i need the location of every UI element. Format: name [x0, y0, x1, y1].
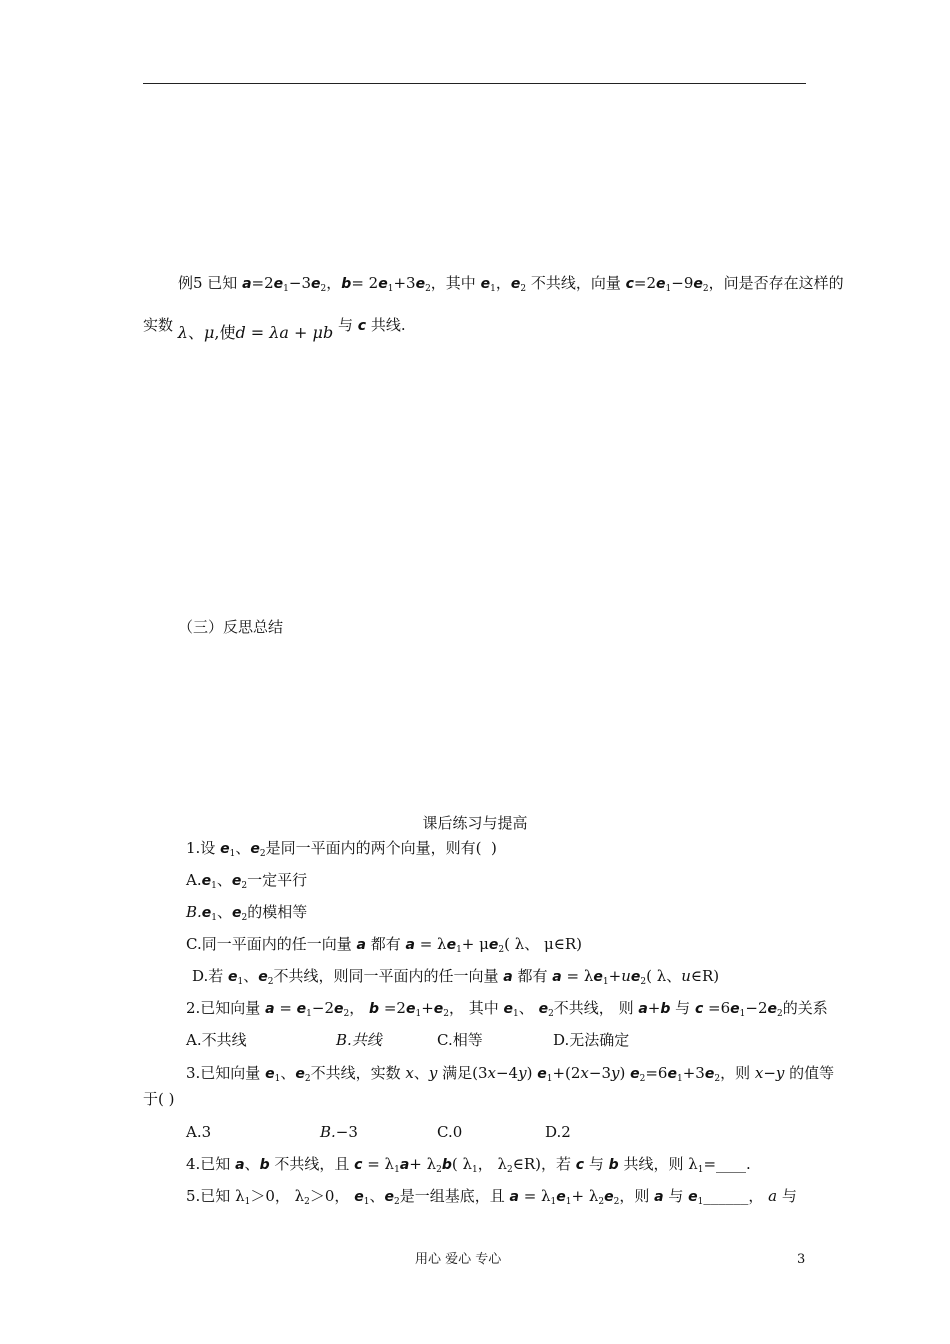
q3-stem: 3.已知向量 $e_1$、$e_2$不共线，实数 x、y 满足(3x−4y) $e_1+(2x-3y)$ $e_2=6e_1+3e_2$，则 x−y 的值等	[186, 1064, 835, 1084]
q2-stem: 2.已知向量 $a = e_1-2e_2$， $b =2e_1+e_2$， 其中 $e_1$、 $e_2$不共线， 则 a+b 与 $c =6e_1-2e_2$的关系	[186, 999, 828, 1019]
q3-option-d: D.2	[545, 1123, 571, 1141]
example5-question-end: ，问是否存在这样的	[708, 274, 844, 292]
q1-stem: 1.设 $e_1$、$e_2$是同一平面内的两个向量，则有( )	[186, 839, 497, 859]
q1-option-c: C.同一平面内的任一向量 a 都有 $a = \lambda e_1+ \mu e_2$( λ、 μ∈R)	[186, 935, 583, 955]
example5-b-def: = $2e_1+3e_2$	[351, 274, 431, 294]
example5-a-def: $=2e_1-3e_2$	[251, 274, 327, 294]
q1-option-a: $A.e_1$、$e_2$一定平行	[186, 871, 308, 891]
q3-stem-cont: 于( )	[143, 1090, 175, 1108]
example5-label: 例5 已知	[178, 274, 238, 292]
q2-option-b: B.共线	[336, 1031, 382, 1049]
practice-title: 课后练习与提高	[422, 814, 528, 832]
example5-line2	[143, 315, 406, 342]
header-rule	[143, 83, 806, 84]
example5-formula: λ、μ,使d = λa + μb	[177, 323, 334, 342]
q2-option-c: C.相等	[437, 1031, 483, 1049]
q4: 4.已知 a、b 不共线，且 $c = \lambda_1a+ \lambda_2b$( $\lambda_1$， $\lambda_2\in R$)，若 c 与 b 共线，则 $\lambda_1=\_\_\_\_$.	[186, 1155, 751, 1175]
q3-option-c: C.0	[437, 1123, 463, 1141]
q5: 5.已知 $\lambda_1>0$， $\lambda_2>0$， $e_1$、$e_2$是一组基底，且 $a = \lambda_1e_1+ \lambda_2e_2$，则 a 与 $e_1\_\_\_\_\_\_$， a 与	[186, 1187, 797, 1207]
example5-line1: 例5 已知 $a=2e_1-3e_2$，$b= 2e_1+3e_2$，其中 $e_1$，$e_2$ 不共线，向量 $c=2e_1-9e_2$，问是否存在这样的	[178, 274, 844, 294]
footer-text: 用心 爱心 专心	[415, 1252, 502, 1267]
page-number: 3	[797, 1252, 806, 1267]
q3-option-b: B.−3	[320, 1123, 358, 1141]
section-title-reflection: （三）反思总结	[178, 618, 284, 636]
q1-option-b: $B.e_1$、$e_2$的模相等	[186, 903, 308, 923]
q2-option-a: A.不共线	[186, 1031, 247, 1049]
q2-option-d: D.无法确定	[553, 1031, 630, 1049]
q3-option-a: A.3	[186, 1123, 212, 1141]
q1-option-d: D.若 $e_1$、$e_2$不共线，则同一平面内的任一向量 a 都有 $a = \lambda e_1+ue_2$( λ、u∈R)	[192, 967, 720, 987]
example5-line2-end: 与 c 共线.	[337, 316, 406, 334]
example5-line2-start: 实数	[143, 316, 174, 334]
